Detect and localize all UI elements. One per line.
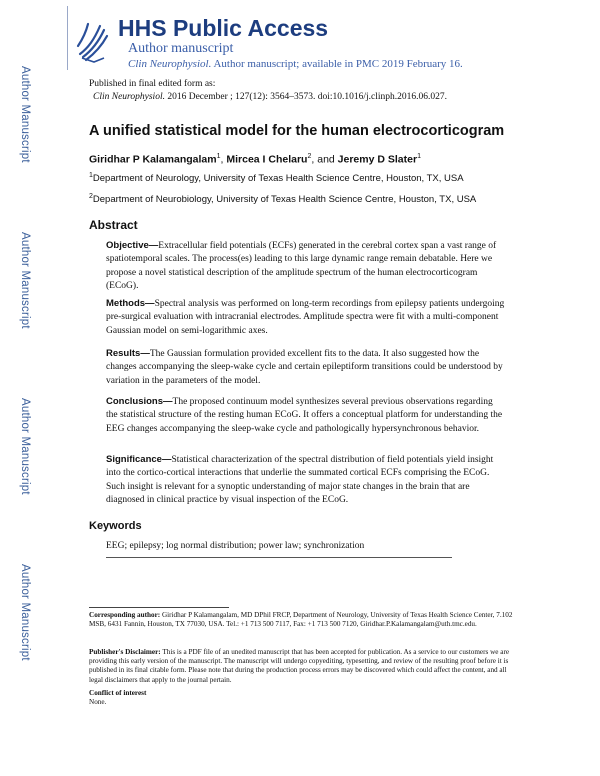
abstract-section-label: Significance— xyxy=(106,454,172,465)
author-list xyxy=(89,153,421,166)
publication-journal: Clin Neurophysiol. xyxy=(93,92,165,102)
citation-availability: Author manuscript; available in PMC 2019 February 16. xyxy=(213,58,463,70)
footnote-text: None. xyxy=(89,698,107,707)
hhs-public-access-title: HHS Public Access xyxy=(118,15,329,41)
footnote-divider xyxy=(89,607,229,608)
header-divider xyxy=(67,6,68,70)
keywords-divider xyxy=(106,557,452,558)
published-label: Published in final edited form as: xyxy=(89,79,216,89)
paper-title: A unified statistical model for the human electrocorticogram xyxy=(89,123,505,139)
keywords-heading: Keywords xyxy=(89,520,142,532)
author-affiliation-marker: 1 xyxy=(417,153,421,160)
author-affiliation-marker: 2 xyxy=(307,153,312,160)
author-manuscript-margin-label: Author Manuscript xyxy=(19,232,31,329)
publication-citation xyxy=(89,91,447,104)
author-name: Jeremy D Slater xyxy=(337,153,418,166)
affiliation-marker: 1 xyxy=(89,172,93,179)
author-manuscript-margin-label: Author Manuscript xyxy=(19,564,31,661)
affiliation-text: Department of Neurology, University of Texas Health Science Centre, Houston, TX, USA xyxy=(92,173,464,185)
abstract-objective xyxy=(106,239,506,294)
abstract-methods xyxy=(106,297,506,338)
abstract-section-label: Conclusions— xyxy=(106,396,173,407)
abstract-significance xyxy=(106,453,506,508)
author-manuscript-subtitle: Author manuscript xyxy=(128,41,234,56)
abstract-section-text: The proposed continuum model synthesizes several previous observations regarding the statistical structure of the resting human ECoG. It offers a conceptual platform for understanding the EEG changes accompanying the sleep-wake cycle and pathologically hypersynchronous behavior. xyxy=(106,397,503,434)
author-separator: , xyxy=(220,153,227,166)
publication-info xyxy=(89,78,447,104)
affiliation-marker: 2 xyxy=(89,193,93,200)
footnote-label: Corresponding author: xyxy=(89,611,161,619)
author-name: Giridhar P Kalamangalam xyxy=(89,153,217,166)
publisher-disclaimer-footnote xyxy=(89,648,519,685)
abstract-section-text: Spectral analysis was performed on long-term recordings from epilepsy patients undergoing pre-surgical evaluation with intracranial electrodes. Amplitude spectra were fit with a multi-component Gaussian model on semi-logarithmic axes. xyxy=(106,299,505,336)
author-manuscript-margin-label: Author Manuscript xyxy=(19,398,31,495)
affiliation-text: Department of Neurobiology, University of Texas Health Science Centre, Houston, TX, USA xyxy=(92,194,477,206)
footnote-text: This is a PDF file of an unedited manuscript that has been accepted for publication. As a service to our customers we are providing this early version of the manuscript. The manuscript will undergo copyediting, typesetting, and review of the resulting proof before it is published in its final citable form. Please note that during the production process errors may be discovered which could affect the content, and all legal disclaimers that apply to the journal pertain. xyxy=(89,648,510,684)
abstract-section-text: The Gaussian formulation provided excellent fits to the data. It also suggested how the changes accompanying the sleep-wake cycle and certain epileptiform transitions could be understood by variation in the parameters of the model. xyxy=(106,349,503,386)
abstract-section-text: Statistical characterization of the spectral distribution of field potentials yield insight into the cortico-cortical interactions that underlie the summated cortical ECFs comprising the ECoG. Such insight is relevant for a synoptic understanding of major state changes in the brain that are diagnosed in clinical practice by visual inspection of the ECoG. xyxy=(106,455,494,506)
publication-details: 2016 December ; 127(12): 3564–3573. doi:10.1016/j.clinph.2016.06.027. xyxy=(167,92,448,102)
author-name: Mircea I Chelaru xyxy=(226,153,308,166)
abstract-section-label: Methods— xyxy=(106,298,155,309)
availability-citation xyxy=(128,58,463,70)
keywords-list: EEG; epilepsy; log normal distribution; power law; synchronization xyxy=(106,541,365,551)
abstract-section-label: Results— xyxy=(106,348,150,359)
affiliation-2 xyxy=(89,193,476,205)
footnote-label: Conflict of interest xyxy=(89,689,147,697)
abstract-results xyxy=(106,347,506,388)
abstract-section-label: Objective— xyxy=(106,240,159,251)
footnote-label: Publisher's Disclaimer: xyxy=(89,648,161,656)
footnote-text: Giridhar P Kalamangalam, MD DPhil FRCP, Department of Neurology, University of Texas Health Science Center, 7.102 MSB, 6431 Fannin, Houston, TX 77030, USA. Tel.: +1 713 500 7117, Fax: +1 713 500 7120, Giridhar.P.Kalamangalam@uth.tmc.edu. xyxy=(89,611,513,629)
left-margin xyxy=(0,0,70,776)
abstract-conclusions xyxy=(106,395,506,436)
author-separator: , and xyxy=(311,153,338,166)
author-affiliation-marker: 1 xyxy=(216,153,221,160)
corresponding-author-footnote xyxy=(89,611,519,629)
abstract-section-text: Extracellular field potentials (ECFs) generated in the cerebral cortex span a vast range of spatiotemporal scales. The process(es) leading to this large dynamic range remain debatable. Here we propose a novel statistical description of the amplitude spectrum of the human electrocorticogram (ECoG). xyxy=(106,241,497,292)
conflict-of-interest-footnote xyxy=(89,689,519,707)
author-manuscript-margin-label: Author Manuscript xyxy=(19,66,31,163)
abstract-heading: Abstract xyxy=(89,218,138,232)
hhs-eagle-logo xyxy=(74,18,110,64)
citation-journal: Clin Neurophysiol. xyxy=(128,58,212,70)
affiliation-1 xyxy=(89,172,464,184)
